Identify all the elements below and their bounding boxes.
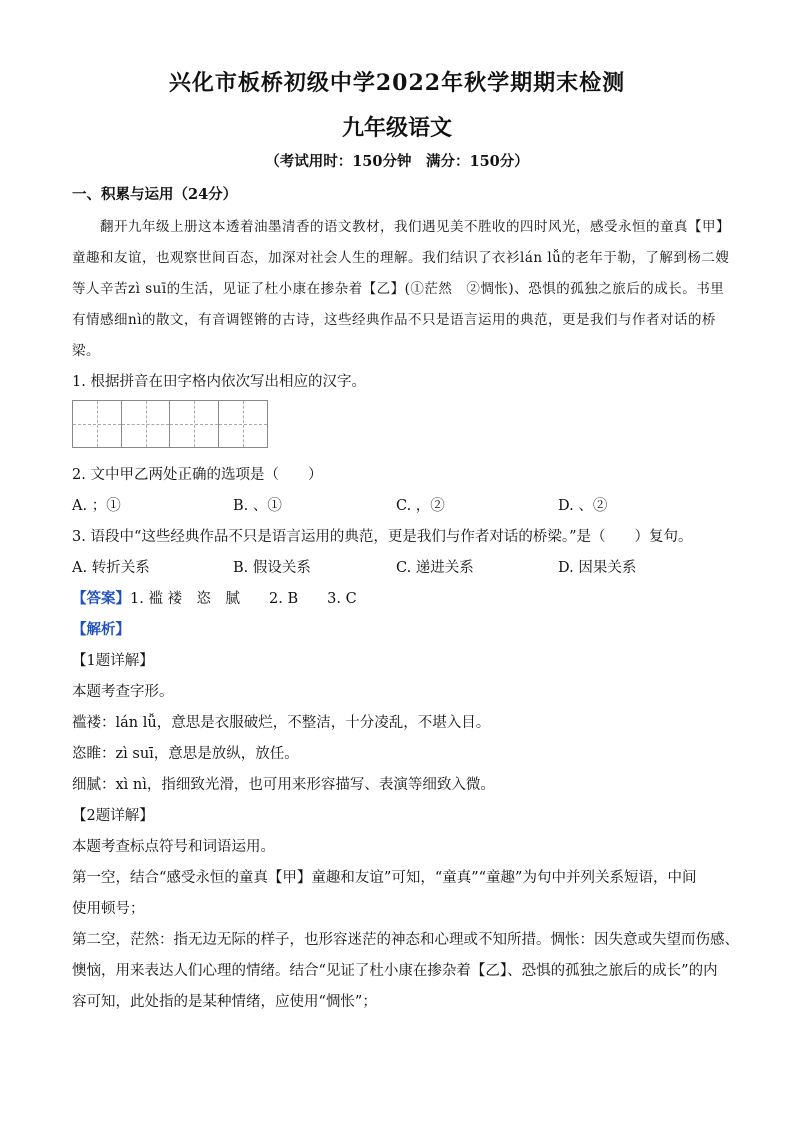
- passage-line: 童趣和友谊，也观察世间百态，加深对社会人生的理解。我们结识了衣衫lán lǚ的老年于勒，了解到杨二嫂: [72, 250, 730, 266]
- question-3: 3. 语段中“这些经典作品不只是语言运用的典范，更是我们与作者对话的桥梁。”是（ ）复句。: [72, 529, 693, 545]
- passage-line: 翻开九年级上册这本透着油墨清香的语文教材，我们遇见美不胜收的四时风光，感受永恒的童真【甲】: [100, 219, 730, 235]
- tianzige-cell[interactable]: [170, 401, 219, 447]
- q3-option-a: A. 转折关系: [72, 560, 150, 576]
- answer-row: [72, 587, 732, 608]
- passage-line: 等人辛苦zì suī的生活，见证了杜小康在掺杂着【乙】(①茫然 ②惆怅)、恐惧的孤独之旅后的成长。书里: [72, 281, 725, 297]
- analysis-label: 【解析】: [72, 621, 130, 638]
- q2-option-c: C. ，②: [396, 498, 445, 514]
- answer-label: 【答案】: [72, 590, 130, 607]
- q2-option-a: A. ；①: [72, 498, 121, 514]
- exam-info: （考试用时：150分钟 满分：150分）: [265, 153, 529, 170]
- question-2: 2. 文中甲乙两处正确的选项是（ ）: [72, 467, 323, 483]
- detail-1-heading: 【1题详解】: [72, 653, 154, 669]
- detail-1-line: 本题考查字形。: [72, 684, 174, 700]
- exam-subtitle: 九年级语文: [341, 115, 452, 141]
- detail-2-line: 第二空，茫然：指无边无际的样子，也形容迷茫的神态和心理或不知所措。惆怅：因失意或失望而伤感、: [72, 932, 739, 948]
- q2-option-d: D. 、②: [558, 498, 608, 514]
- detail-1-line: 恣睢：zì suī，意思是放纵，放任。: [72, 746, 299, 762]
- detail-2-line: 懊恼，用来表达人们心理的情绪。结合“见证了杜小康在掺杂着【乙】、恐惧的孤独之旅后的成长”的内: [72, 963, 718, 979]
- answer-text: 1. 褴 褛 恣 腻 2. B 3. C: [130, 591, 357, 607]
- detail-1-line: 细腻：xì nì，指细致光滑，也可用来形容描写、表演等细致入微。: [72, 777, 495, 793]
- tianzige-grid[interactable]: [72, 400, 268, 448]
- q3-option-c: C. 递进关系: [396, 560, 474, 576]
- detail-2-heading: 【2题详解】: [72, 808, 154, 824]
- q3-option-b: B. 假设关系: [233, 560, 311, 576]
- q3-option-d: D. 因果关系: [558, 560, 637, 576]
- tianzige-cell[interactable]: [219, 401, 268, 447]
- passage-line: 有情感细nì的散文，有音调铿锵的古诗，这些经典作品不只是语言运用的典范，更是我们与作者对话的桥: [72, 312, 717, 328]
- question-1: 1. 根据拼音在田字格内依次写出相应的汉字。: [72, 374, 366, 390]
- detail-2-line: 使用顿号；: [72, 901, 145, 917]
- detail-2-line: 第一空，结合“感受永恒的童真【甲】童趣和友谊”可知，“童真”“童趣”为句中并列关系短语，中间: [72, 870, 697, 886]
- exam-title: 兴化市板桥初级中学2022年秋学期期末检测: [168, 70, 626, 96]
- tianzige-cell[interactable]: [122, 401, 171, 447]
- detail-1-line: 褴褛：lán lǚ，意思是衣服破烂，不整洁，十分凌乱，不堪入目。: [72, 715, 491, 731]
- tianzige-cell[interactable]: [73, 401, 122, 447]
- detail-2-line: 容可知，此处指的是某种情绪，应使用“惆怅”；: [72, 994, 377, 1010]
- passage-line: 梁。: [72, 343, 100, 359]
- section-heading: 一、积累与运用（24分）: [72, 186, 238, 203]
- detail-2-line: 本题考查标点符号和词语运用。: [72, 839, 275, 855]
- q2-option-b: B. 、①: [233, 498, 282, 514]
